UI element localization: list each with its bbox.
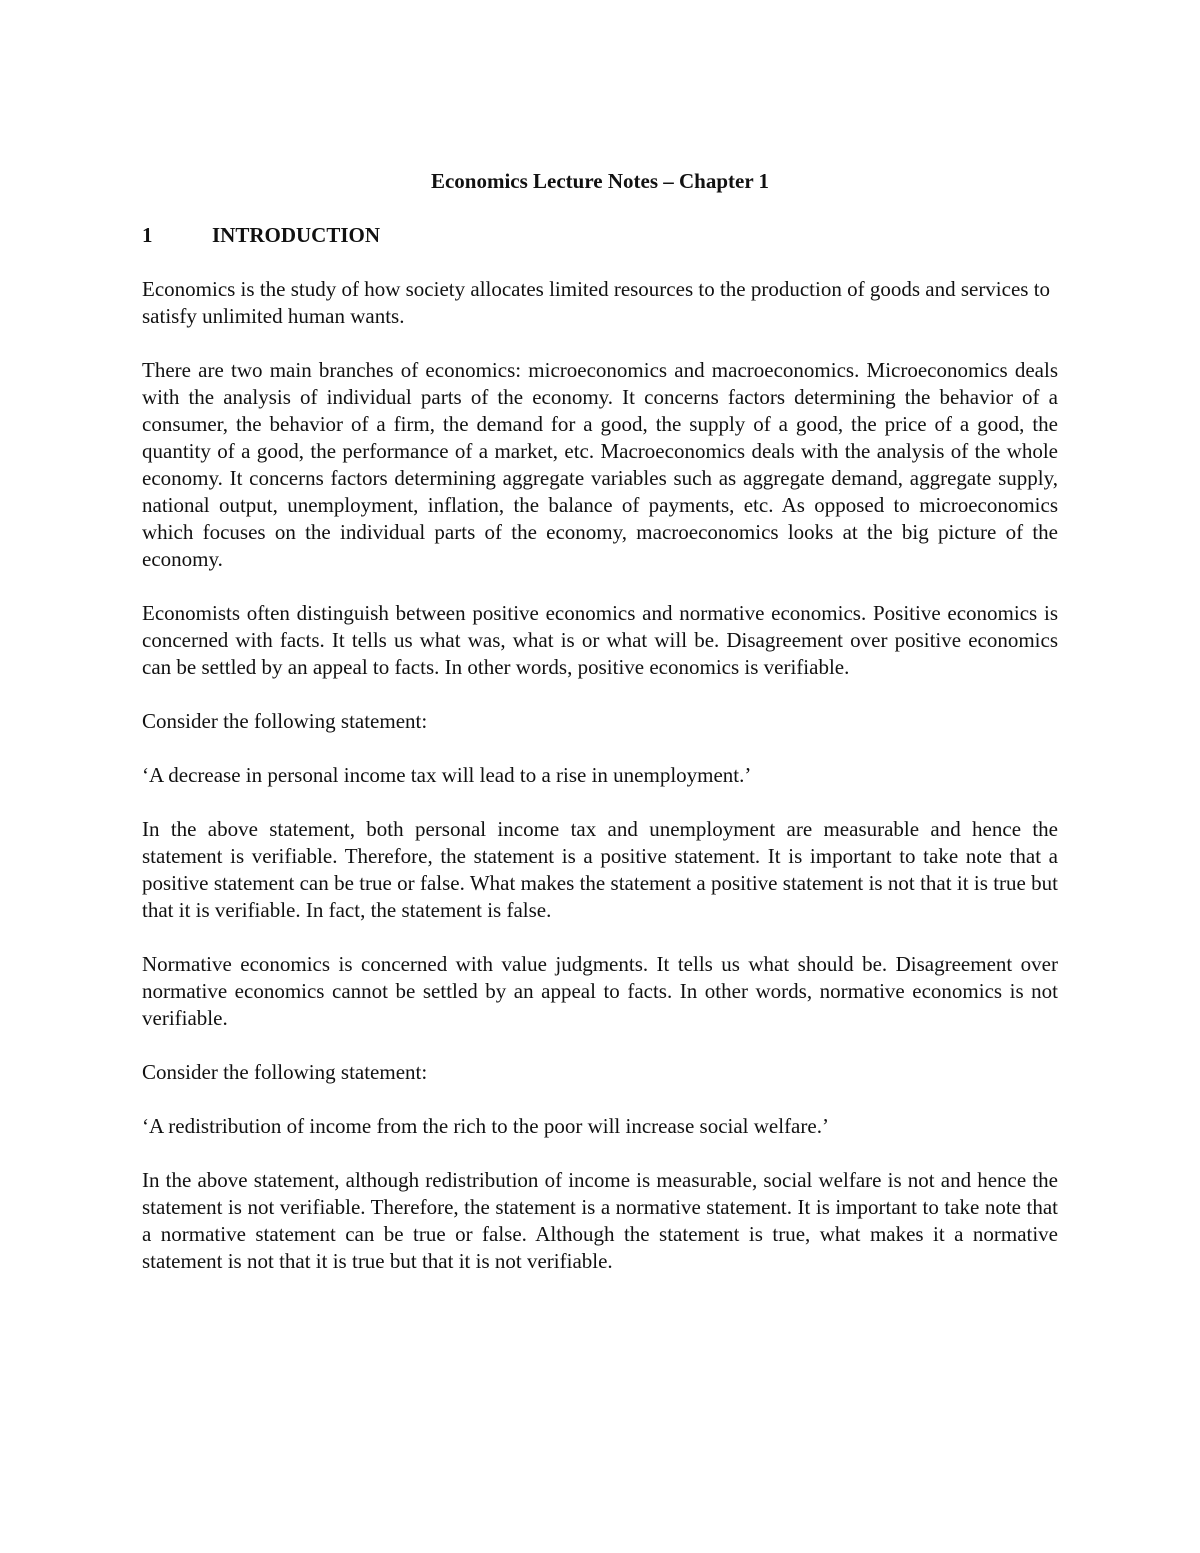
paragraph-branches: There are two main branches of economics: microeconomics and macroeconomics. Microeconomics deals with the analysis of individual parts of the economy. It concerns factors determining the behavior of a consumer, the behavior of a firm, the demand for a good, the supply of a good, the price of a good, the quantity of a good, the performance of a market, etc. Macroeconomics deals with the analysis of the whole economy. It concerns factors determining aggregate variables such as aggregate demand, aggregate supply, national output, unemployment, inflation, the balance of payments, etc. As opposed to microeconomics which focuses on the individual parts of the economy, macroeconomics looks at the big picture of the economy. (142, 358, 1058, 571)
paragraph-consider-statement: Consider the following statement: (142, 1060, 428, 1084)
paragraph-positive-economics: Economists often distinguish between positive economics and normative economics. Positive economics is concerned with facts. It tells us what was, what is or what will be. Disagreement over positive economics can be settled by an appeal to facts. In other words, positive economics is verifiable. (142, 601, 1058, 679)
paragraph-consider-statement: Consider the following statement: (142, 709, 428, 733)
paragraph-positive-analysis: In the above statement, both personal income tax and unemployment are measurable and hence the statement is verifiable. Therefore, the statement is a positive statement. It is important to take note that a positive statement can be true or false. What makes the statement a positive statement is not that it is true but that it is verifiable. In fact, the statement is false. (142, 817, 1058, 922)
paragraph-quote-normative: ‘A redistribution of income from the rich to the poor will increase social welfare.’ (142, 1114, 829, 1138)
document-title: Economics Lecture Notes – Chapter 1 (430, 169, 770, 193)
paragraph-normative-analysis: In the above statement, although redistribution of income is measurable, social welfare is not and hence the statement is not verifiable. Therefore, the statement is a normative statement. It is important to take note that a normative statement can be true or false. Although the statement is true, what makes it a normative statement is not that it is true but that it is not verifiable. (142, 1168, 1058, 1273)
section-number: 1 (142, 223, 153, 247)
section-title: INTRODUCTION (212, 223, 381, 247)
paragraph-quote-positive: ‘A decrease in personal income tax will lead to a rise in unemployment.’ (142, 763, 752, 787)
document-body (142, 168, 1058, 1302)
section-heading (142, 222, 1058, 249)
paragraph-definition: Economics is the study of how society allocates limited resources to the production of goods and services to satisfy unlimited human wants. (142, 277, 1051, 328)
paragraph-normative-economics: Normative economics is concerned with value judgments. It tells us what should be. Disagreement over normative economics cannot be settled by an appeal to facts. In other words, normative economics is not verifiable. (142, 952, 1058, 1030)
